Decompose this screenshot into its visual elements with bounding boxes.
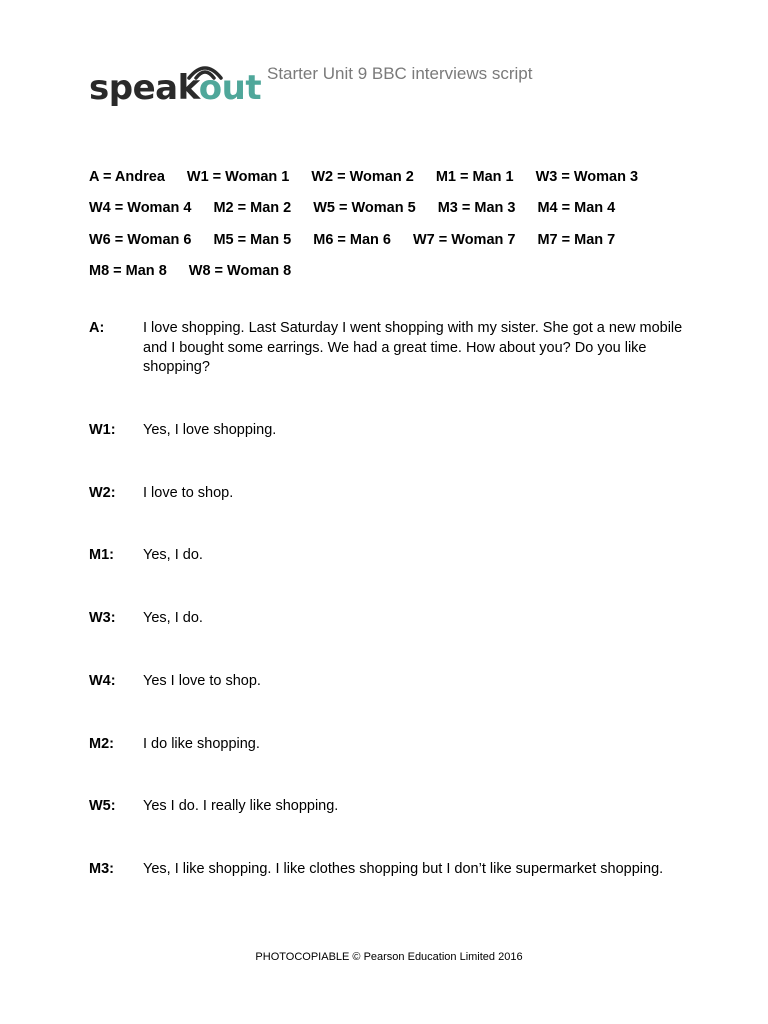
speaker-label: W2: <box>89 485 116 501</box>
legend-row <box>89 161 689 193</box>
speaker-label: A: <box>89 320 105 336</box>
speakout-logo <box>89 58 261 110</box>
legend-entry: W2 = Woman 2 <box>311 168 414 185</box>
speaker-label: M1: <box>89 547 114 563</box>
speaker-label: M3: <box>89 861 114 877</box>
legend-entry: M7 = Man 7 <box>537 231 616 248</box>
legend-entry: W1 = Woman 1 <box>186 168 290 185</box>
legend-row <box>89 193 689 225</box>
dialogue-turn <box>89 319 689 378</box>
speech-text: Yes, I do. <box>143 547 203 563</box>
speaker-label: W1: <box>89 422 116 438</box>
dialogue-turn <box>89 672 689 692</box>
speech-text: I love shopping. Last Saturday I went shopping with my sister. She got a new mobile and I bought some earrings. We had a great time. How about you? Do you like shopping? <box>143 320 683 375</box>
legend-row <box>89 224 689 256</box>
logo-accent: out <box>198 68 262 108</box>
speech-text: Yes, I like shopping. I like clothes shopping but I don’t like supermarket shopping. <box>143 861 664 877</box>
speech-text: I love to shop. <box>143 485 234 501</box>
dialogue-turn <box>89 609 689 629</box>
legend-entry: M4 = Man 4 <box>537 200 616 217</box>
speech-text: I do like shopping. <box>143 736 260 752</box>
legend-entry: W6 = Woman 6 <box>89 231 192 248</box>
legend-row <box>89 256 689 288</box>
speaker-legend <box>89 161 689 287</box>
dialogue-turn <box>89 735 689 755</box>
legend-entry: M2 = Man 2 <box>213 200 292 217</box>
legend-entry: M1 = Man 1 <box>435 168 514 185</box>
speaker-label: M2: <box>89 736 114 752</box>
speaker-label: W4: <box>89 673 116 689</box>
logo-wordmark <box>89 68 261 108</box>
dialogue-turn <box>89 484 689 504</box>
dialogue-turn <box>89 860 689 880</box>
speech-text: Yes, I love shopping. <box>143 422 277 438</box>
dialogue-turn <box>89 797 689 817</box>
legend-entry: M3 = Man 3 <box>437 200 516 217</box>
legend-entry: W5 = Woman 5 <box>313 200 416 217</box>
legend-entry: W8 = Woman 8 <box>188 263 292 280</box>
speaker-label: W5: <box>89 798 116 814</box>
dialogue-turn <box>89 421 689 441</box>
legend-entry: M5 = Man 5 <box>213 231 292 248</box>
speaker-label: W3: <box>89 610 116 626</box>
document-title: Starter Unit 9 BBC interviews script <box>267 64 533 83</box>
speech-text: Yes I love to shop. <box>143 673 261 689</box>
speech-text: Yes I do. I really like shopping. <box>143 798 339 814</box>
legend-entry: M8 = Man 8 <box>89 263 167 280</box>
legend-entry: W3 = Woman 3 <box>535 168 639 185</box>
legend-entry: A = Andrea <box>89 168 165 185</box>
legend-entry: W7 = Woman 7 <box>413 231 516 248</box>
page-header <box>89 58 689 114</box>
dialogue-turn <box>89 546 689 566</box>
speech-text: Yes, I do. <box>143 610 203 626</box>
legend-entry: M6 = Man 6 <box>313 231 391 248</box>
legend-entry: W4 = Woman 4 <box>89 200 192 217</box>
logo-main: speak <box>89 68 199 108</box>
copyright-footer: PHOTOCOPIABLE © Pearson Education Limited 2016 <box>255 951 523 963</box>
